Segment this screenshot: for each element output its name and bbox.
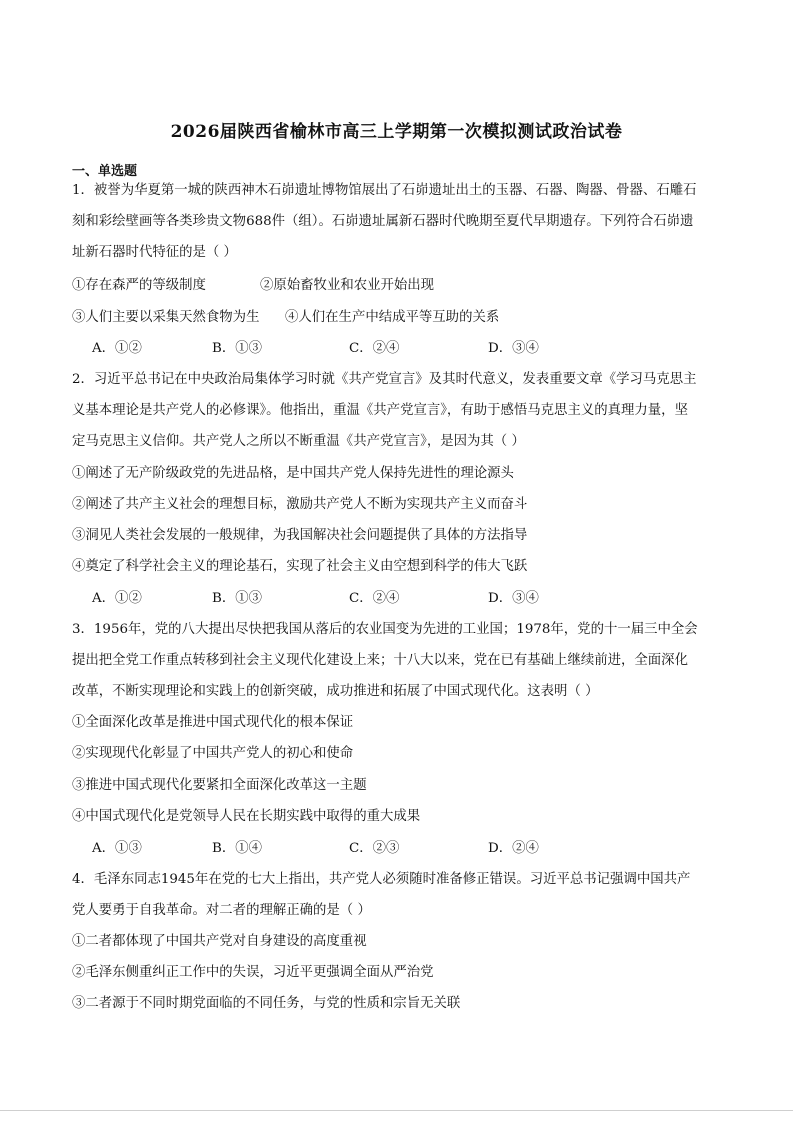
q2-option-c[interactable]: C．②④	[349, 591, 400, 606]
q1-option-b[interactable]: B．①③	[212, 341, 263, 356]
q3-statement-1: ①全面深化改革是推进中国式现代化的根本保证	[72, 715, 354, 730]
q1-statement-2: ②原始畜牧业和农业开始出现	[260, 278, 435, 293]
section-heading: 一、单选题	[72, 164, 138, 179]
q3-stem-line-3: 改革，不断实现理论和实践上的创新突破，成功推进和拓展了中国式现代化。这表明（ ）	[72, 684, 599, 699]
q3-option-c[interactable]: C．②③	[349, 841, 400, 856]
q1-option-c[interactable]: C．②④	[349, 341, 400, 356]
q2-option-d[interactable]: D．③④	[488, 591, 539, 606]
q3-statement-2: ②实现现代化彰显了中国共产党人的初心和使命	[72, 746, 354, 761]
q1-stem-line-3: 址新石器时代特征的是（ ）	[72, 245, 237, 260]
q1-statement-3: ③人们主要以采集天然食物为生	[72, 310, 260, 325]
q4-statement-3: ③二者源于不同时期党面临的不同任务，与党的性质和宗旨无关联	[72, 996, 461, 1011]
q4-stem-line-2: 党人要勇于自我革命。对二者的理解正确的是（ ）	[72, 903, 371, 918]
q1-stem-line-1: 1．被誉为华夏第一城的陕西神木石峁遗址博物馆展出了石峁遗址出土的玉器、石器、陶器、骨器、石雕石	[72, 183, 697, 198]
q3-stem-line-1: 3．1956年，党的八大提出尽快把我国从落后的农业国变为先进的工业国；1978年，党的十一届三中全会	[72, 622, 698, 637]
q3-option-b[interactable]: B．①④	[212, 841, 263, 856]
q2-option-a[interactable]: A．①②	[92, 591, 142, 606]
q3-statement-3: ③推进中国式现代化要紧扣全面深化改革这一主题	[72, 778, 367, 793]
q4-stem-line-1: 4．毛泽东同志1945年在党的七大上指出，共产党人必须随时准备修正错误。习近平总书记强调中国共产	[72, 872, 691, 887]
page-title: 2026届陕西省榆林市高三上学期第一次模拟测试政治试卷	[170, 122, 623, 142]
q1-stem-line-2: 刻和彩绘壁画等各类珍贵文物688件（组）。石峁遗址属新石器时代晚期至夏代早期遗存。下列符合石峁遗	[72, 214, 694, 229]
q4-statement-2: ②毛泽东侧重纠正工作中的失误，习近平更强调全面从严治党	[72, 965, 434, 980]
q2-stem-line-2: 义基本理论是共产党人的必修课》。他指出，重温《共产党宣言》，有助于感悟马克思主义的真理力量，坚	[72, 403, 688, 418]
q2-stem-line-1: 2．习近平总书记在中央政治局集体学习时就《共产党宣言》及其时代意义，发表重要文章《学习马克思主	[72, 372, 697, 387]
q2-option-b[interactable]: B．①③	[212, 591, 263, 606]
q3-statement-4: ④中国式现代化是党领导人民在长期实践中取得的重大成果	[72, 809, 421, 824]
q1-option-d[interactable]: D．③④	[488, 341, 539, 356]
q2-statement-3: ③洞见人类社会发展的一般规律，为我国解决社会问题提供了具体的方法指导	[72, 528, 528, 543]
q3-stem-line-2: 提出把全党工作重点转移到社会主义现代化建设上来；十八大以来，党在已有基础上继续前进，全面深化	[72, 653, 688, 668]
q1-statement-4: ④人们在生产中结成平等互助的关系	[285, 310, 500, 325]
q2-statement-1: ①阐述了无产阶级政党的先进品格，是中国共产党人保持先进性的理论源头	[72, 466, 514, 481]
q3-option-a[interactable]: A．①③	[92, 841, 142, 856]
q4-statement-1: ①二者都体现了中国共产党对自身建设的高度重视	[72, 934, 367, 949]
q1-option-a[interactable]: A．①②	[92, 341, 142, 356]
page-bottom-divider	[0, 1110, 793, 1111]
q1-statement-1: ①存在森严的等级制度	[72, 278, 206, 293]
q2-stem-line-3: 定马克思主义信仰。共产党人之所以不断重温《共产党宣言》，是因为其（ ）	[72, 434, 525, 449]
q2-statement-2: ②阐述了共产主义社会的理想目标，激励共产党人不断为实现共产主义而奋斗	[72, 497, 528, 512]
q3-option-d[interactable]: D．②④	[488, 841, 539, 856]
q2-statement-4: ④奠定了科学社会主义的理论基石，实现了社会主义由空想到科学的伟大飞跃	[72, 559, 528, 574]
